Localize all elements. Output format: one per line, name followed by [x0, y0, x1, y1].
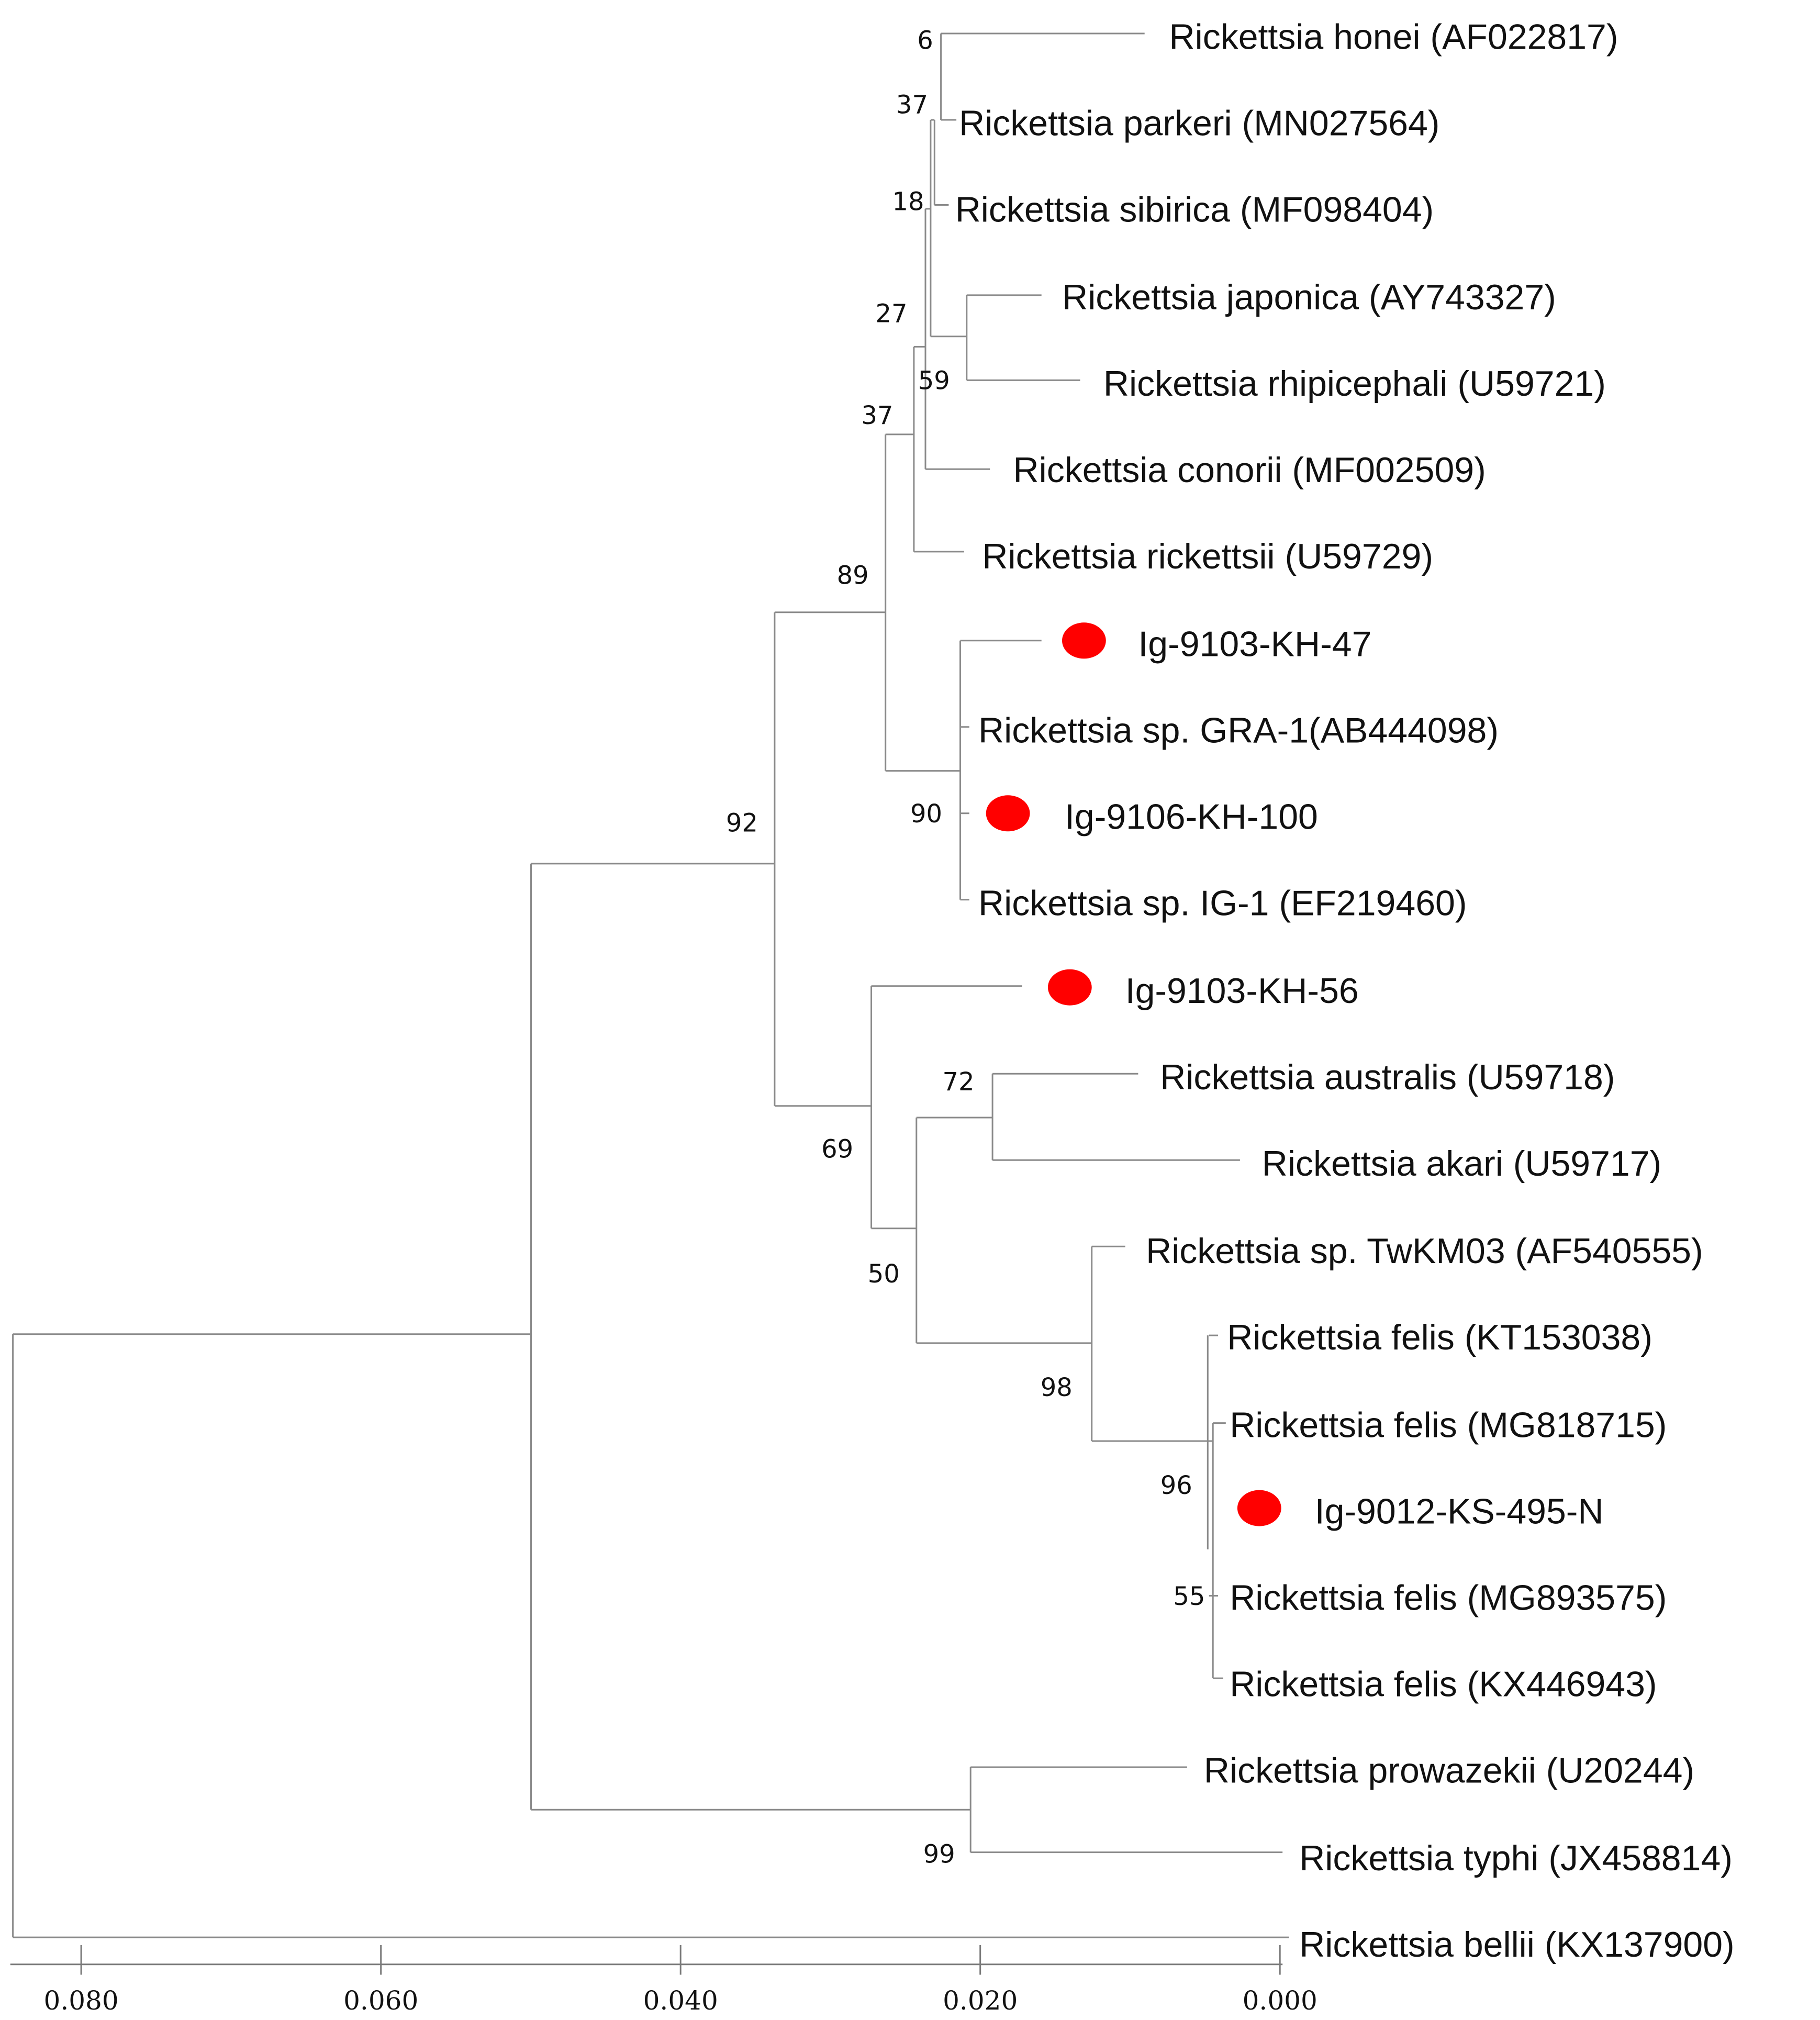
taxon-label: Rickettsia sp. TwKM03 (AF540555) [1146, 1231, 1703, 1271]
bootstrap-value: 55 [1173, 1581, 1205, 1611]
axis-tick-label: 0.080 [43, 1985, 119, 2016]
taxon-label: Rickettsia bellii (KX137900) [1299, 1925, 1735, 1965]
sample-marker [1062, 622, 1106, 659]
bootstrap-value: 37 [896, 90, 928, 120]
taxon-label: Rickettsia sp. GRA-1(AB444098) [978, 710, 1499, 751]
bootstrap-value: 69 [821, 1134, 854, 1164]
bootstrap-value: 37 [861, 401, 894, 431]
bootstrap-value: 59 [918, 366, 950, 396]
taxon-label: Ig-9103-KH-56 [1125, 970, 1359, 1011]
distance-axis [10, 1945, 1317, 2016]
bootstrap-value: 98 [1040, 1372, 1073, 1402]
taxon-label: Rickettsia japonica (AY743327) [1062, 277, 1556, 317]
axis-tick-label: 0.040 [643, 1985, 718, 2016]
bootstrap-value: 72 [942, 1067, 975, 1097]
sample-marker [1048, 969, 1092, 1006]
axis-tick-label: 0.020 [943, 1985, 1018, 2016]
bootstrap-value: 96 [1160, 1471, 1192, 1500]
bootstrap-value: 6 [917, 26, 933, 55]
bootstrap-value: 90 [910, 799, 943, 829]
taxon-label: Rickettsia sp. IG-1 (EF219460) [978, 883, 1467, 923]
taxon-label: Rickettsia felis (MG893575) [1230, 1578, 1667, 1618]
bootstrap-value: 27 [875, 299, 908, 329]
taxon-label: Rickettsia typhi (JX458814) [1299, 1838, 1733, 1878]
taxon-label: Ig-9106-KH-100 [1065, 797, 1318, 837]
taxon-label: Ig-9103-KH-47 [1138, 624, 1372, 664]
bootstrap-value: 99 [923, 1839, 955, 1869]
taxon-label: Rickettsia akari (U59717) [1261, 1143, 1662, 1184]
bootstrap-value: 18 [892, 187, 924, 217]
taxon-label: Rickettsia conorii (MF002509) [1013, 450, 1486, 490]
axis-tick-label: 0.000 [1242, 1985, 1317, 2016]
taxon-label: Rickettsia felis (KX446943) [1230, 1664, 1657, 1704]
tree-branches [13, 34, 1289, 1937]
bootstrap-value: 50 [867, 1259, 900, 1289]
taxon-label: Rickettsia parkeri (MN027564) [959, 103, 1440, 143]
bootstrap-value: 89 [836, 561, 869, 590]
taxon-label: Rickettsia rhipicephali (U59721) [1103, 364, 1606, 404]
sample-marker [1237, 1490, 1281, 1526]
sample-marker [986, 795, 1030, 831]
taxon-label: Rickettsia prowazekii (U20244) [1203, 1750, 1695, 1791]
taxon-label: Rickettsia felis (KT153038) [1227, 1318, 1652, 1358]
taxon-label: Ig-9012-KS-495-N [1314, 1491, 1604, 1532]
taxon-label: Rickettsia sibirica (MF098404) [955, 189, 1434, 230]
taxon-label: Rickettsia felis (MG818715) [1230, 1405, 1667, 1445]
bootstrap-value: 92 [725, 808, 758, 838]
taxon-label: Rickettsia australis (U59718) [1160, 1057, 1615, 1097]
taxon-label: Rickettsia rickettsii (U59729) [982, 536, 1433, 576]
axis-tick-label: 0.060 [343, 1985, 419, 2016]
taxon-label: Rickettsia honei (AF022817) [1169, 17, 1618, 57]
